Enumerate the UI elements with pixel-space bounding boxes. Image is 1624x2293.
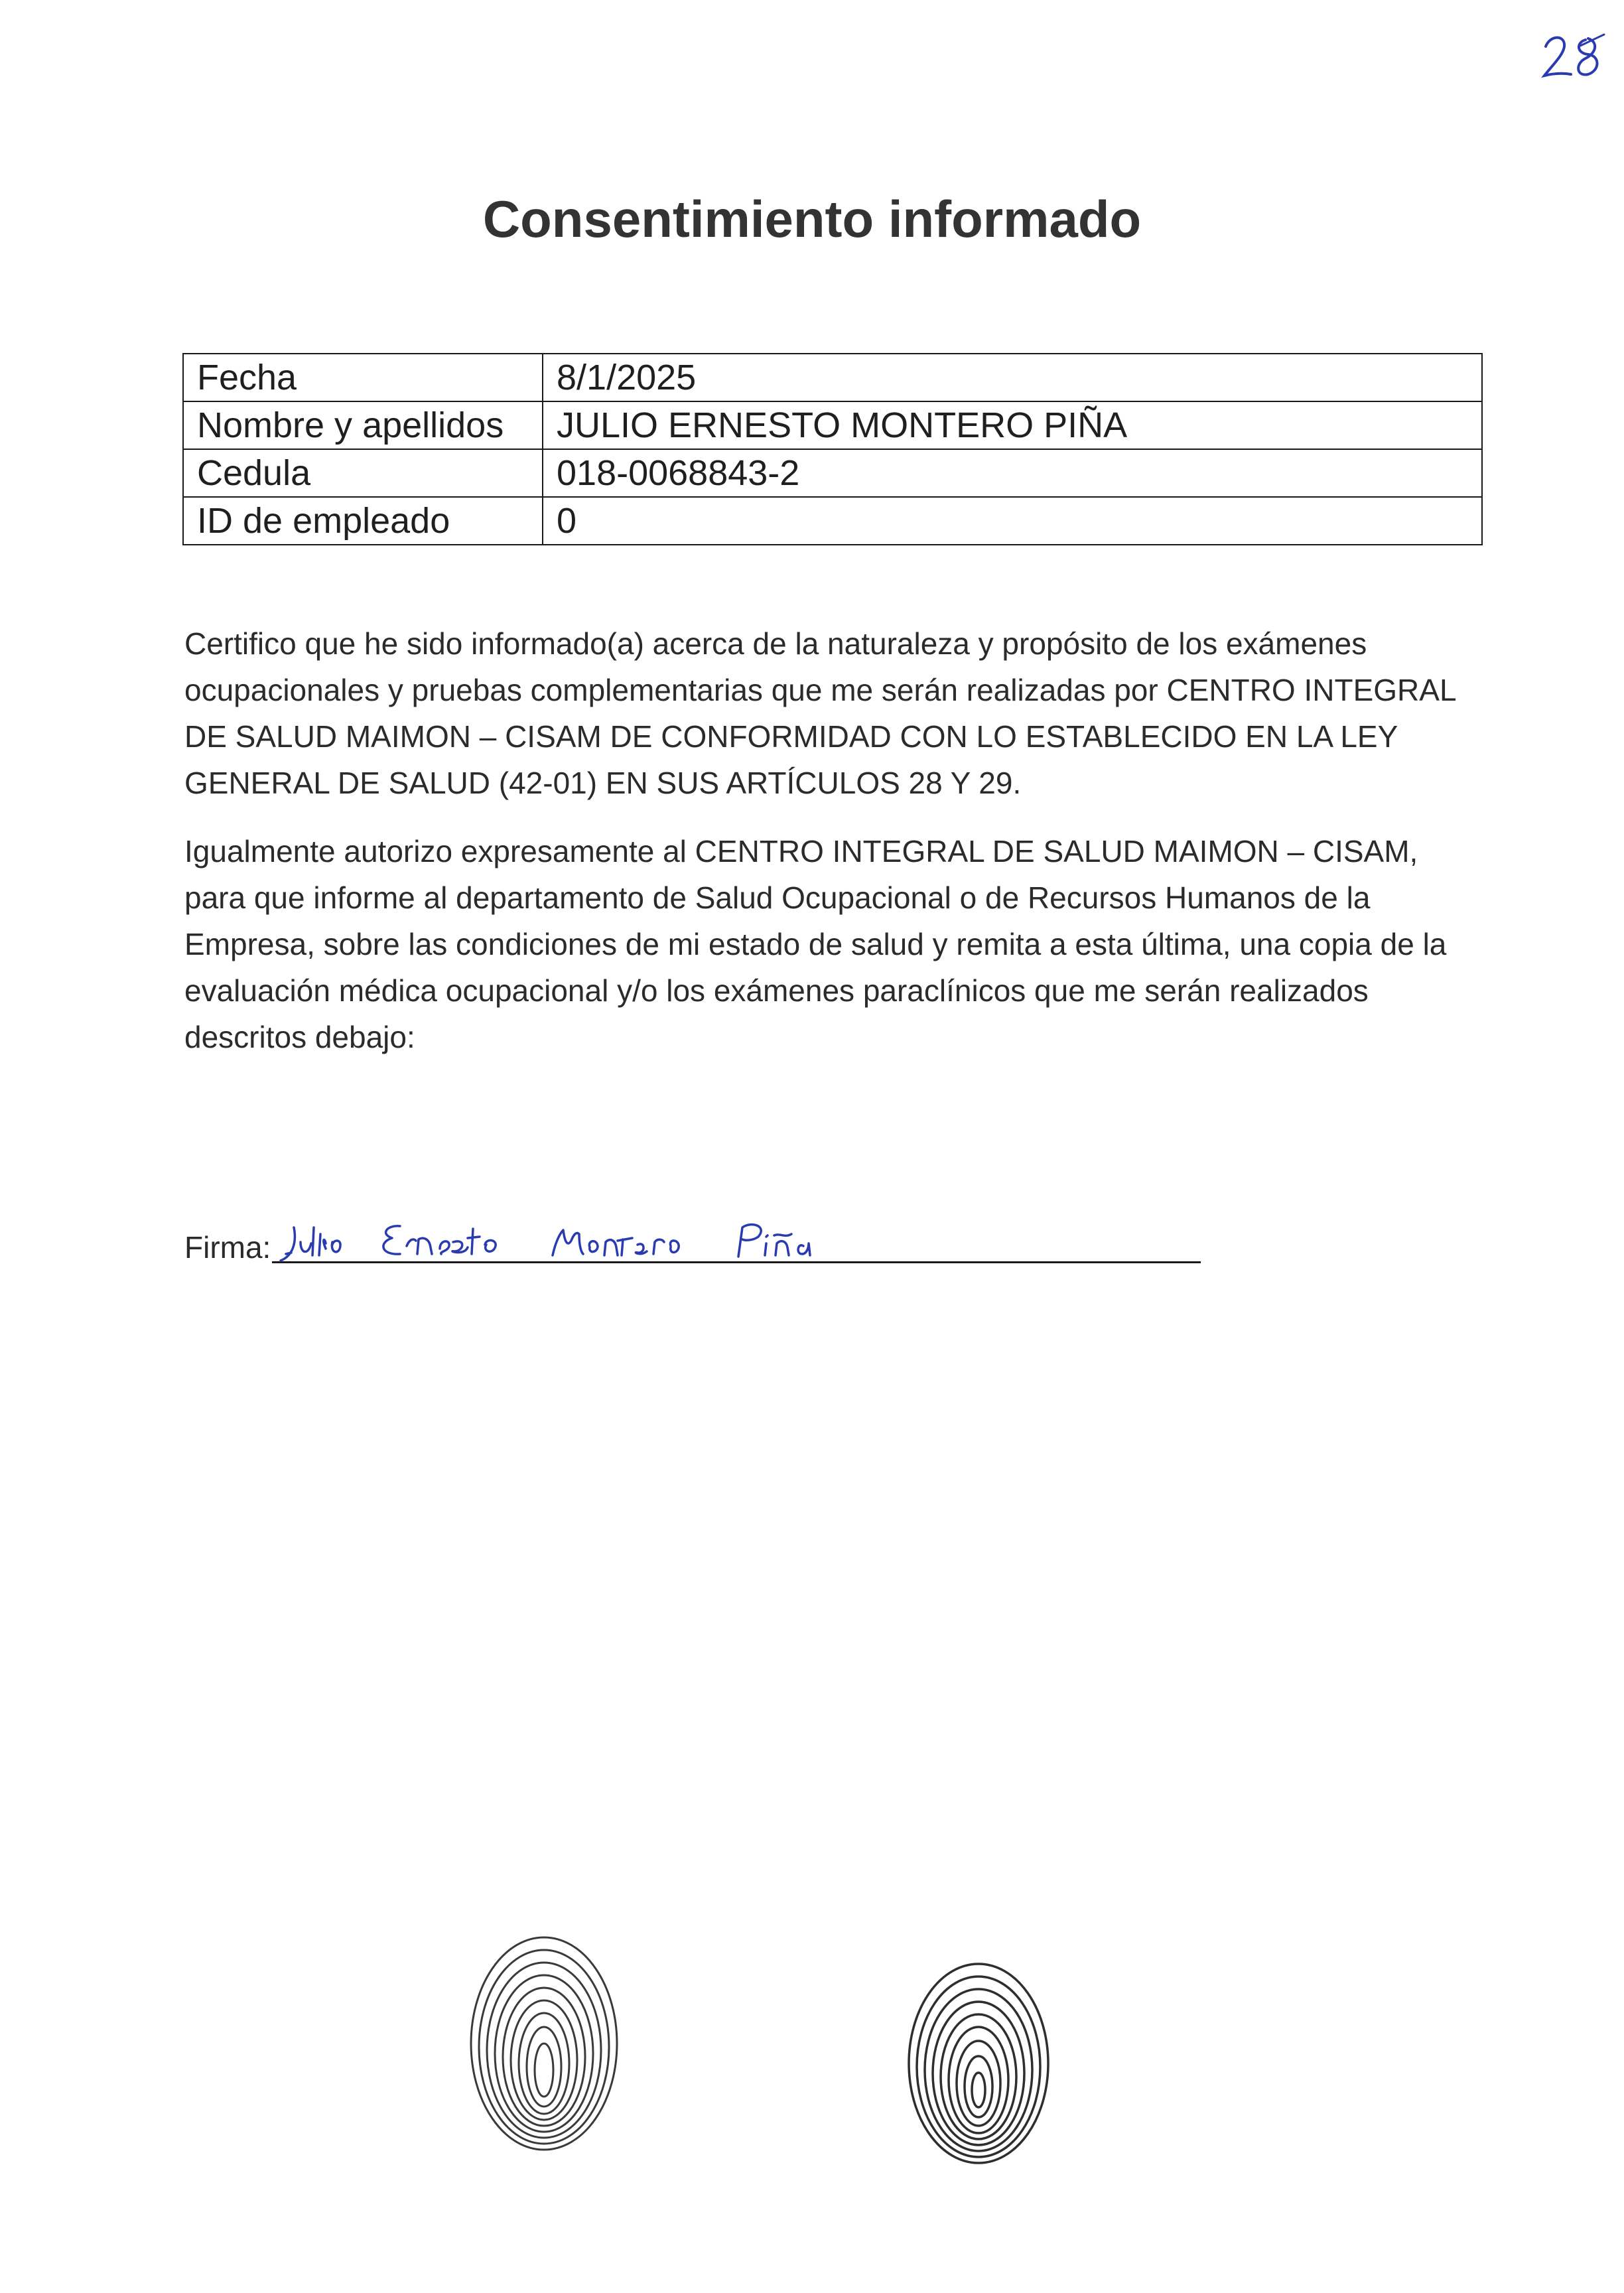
left-fingerprint <box>464 1931 624 2156</box>
signature-block <box>184 1208 1219 1274</box>
nombre-value: JULIO ERNESTO MONTERO PIÑA <box>543 401 1482 449</box>
table-row <box>183 401 1482 449</box>
fecha-label: Fecha <box>183 354 543 401</box>
document-title: Consentimiento informado <box>482 190 1142 248</box>
id-empleado-label: ID de empleado <box>183 497 543 545</box>
fecha-value: 8/1/2025 <box>543 354 1482 401</box>
authorization-paragraph: Igualmente autorizo expresamente al CENTRO INTEGRAL DE SALUD MAIMON – CISAM, para que informe al departamento de Salud Ocupacional o de Recursos Humanos de la Empresa, sobre las condiciones de mi estado de salud y remita a esta última, una copia de la evaluación médica ocupacional y/o los exámenes paraclínicos que me serán realizados descritos debajo: <box>184 834 1447 1054</box>
handwritten-page-number <box>1538 27 1611 86</box>
cedula-value: 018-0068843-2 <box>543 449 1482 497</box>
info-table <box>182 353 1483 545</box>
table-row <box>183 354 1482 401</box>
nombre-label: Nombre y apellidos <box>183 401 543 449</box>
right-fingerprint <box>902 1957 1055 2170</box>
table-row <box>183 497 1482 545</box>
handwritten-signature <box>274 1208 937 1269</box>
signature-label: Firma: <box>184 1230 271 1265</box>
cedula-label: Cedula <box>183 449 543 497</box>
id-empleado-value: 0 <box>543 497 1482 545</box>
certification-paragraph: Certifico que he sido informado(a) acerca de la naturaleza y propósito de los exámenes ocupacionales y pruebas complementarias que me serán realizadas por CENTRO INTEGRAL DE SALUD MAIMON – CISAM DE CONFORMIDAD CON LO ESTABLECIDO EN LA LEY GENERAL DE SALUD (42-01) EN SUS ARTÍCULOS 28 Y 29. <box>184 626 1455 800</box>
table-row <box>183 449 1482 497</box>
